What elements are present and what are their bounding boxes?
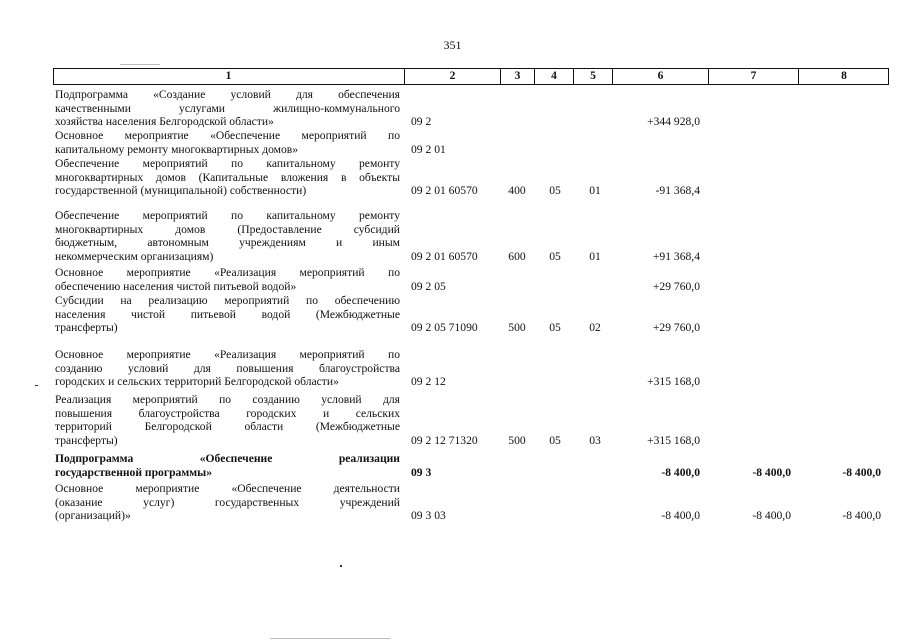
row-code: 09 2 xyxy=(411,115,432,129)
row-code: 09 2 12 71320 xyxy=(411,433,478,447)
header-col-6: 6 xyxy=(612,68,708,85)
row-col-4: 05 xyxy=(549,321,561,335)
row-col-4: 05 xyxy=(549,249,561,263)
row-col-3: 500 xyxy=(508,321,526,335)
description-line: государственной (муниципальной) собственности) xyxy=(55,184,307,198)
description-line: Реализация мероприятий по созданию условий для xyxy=(55,393,400,406)
description-line: трансферты) xyxy=(55,321,118,335)
description-line: (оказание услуг) государственных учреждений xyxy=(55,495,400,509)
description-line: созданию условий для повышения благоустройства xyxy=(55,361,400,375)
row-code: 09 2 05 71090 xyxy=(411,321,478,335)
description-line: многоквартирных домов (Капитальные вложения в объекты xyxy=(55,170,400,184)
header-col-4: 4 xyxy=(534,68,573,85)
description-line: территорий Белгородской области (Межбюджетные xyxy=(55,420,400,434)
description-line: обеспечению населения чистой питьевой водой» xyxy=(55,279,297,293)
description-line: некоммерческим организациям) xyxy=(55,249,214,263)
row-col-6: +315 168,0 xyxy=(647,375,700,389)
description-line: хозяйства населения Белгородской области» xyxy=(55,115,274,129)
scan-mark xyxy=(270,638,390,639)
row-description xyxy=(55,157,400,198)
row-description xyxy=(55,129,400,156)
row-col-5: 01 xyxy=(589,249,601,263)
scan-mark xyxy=(340,565,342,567)
description-line: Подпрограмма «Создание условий для обеспечения xyxy=(55,88,400,101)
row-description xyxy=(55,88,400,129)
row-description xyxy=(55,209,400,263)
row-col-8: -8 400,0 xyxy=(842,465,881,479)
description-line: трансферты) xyxy=(55,433,118,447)
row-code: 09 2 12 xyxy=(411,375,446,389)
row-code: 09 2 01 60570 xyxy=(411,249,478,263)
row-description xyxy=(55,294,400,335)
header-col-5: 5 xyxy=(573,68,612,85)
description-line: (организаций)» xyxy=(55,509,131,523)
description-line: Основное мероприятие «Обеспечение мероприятий по xyxy=(55,129,400,142)
description-line: городских и сельских территорий Белгородской области» xyxy=(55,375,339,389)
description-line: повышения благоустройства городских и сельских xyxy=(55,406,400,420)
description-line: Обеспечение мероприятий по капитальному ремонту xyxy=(55,157,400,170)
row-col-6: -91 368,4 xyxy=(655,184,700,198)
row-col-6: +344 928,0 xyxy=(647,115,700,129)
row-col-6: -8 400,0 xyxy=(661,509,700,523)
description-line: качественными услугами жилищно-коммунального xyxy=(55,101,400,115)
row-col-3: 400 xyxy=(508,184,526,198)
row-code: 09 3 03 xyxy=(411,509,446,523)
description-line: Основное мероприятие «Реализация мероприятий по xyxy=(55,266,400,279)
row-code: 09 3 xyxy=(411,465,432,479)
row-col-6: +29 760,0 xyxy=(652,279,700,293)
row-description xyxy=(55,348,400,389)
header-col-8: 8 xyxy=(798,68,889,85)
header-col-1: 1 xyxy=(225,70,232,82)
description-line: Подпрограмма «Обеспечение реализации xyxy=(55,452,400,465)
description-line: государственной программы» xyxy=(55,465,213,479)
row-code: 09 2 01 xyxy=(411,142,446,156)
description-line: населения чистой питьевой водой (Межбюджетные xyxy=(55,307,400,321)
description-line: Субсидии на реализацию мероприятий по обеспечению xyxy=(55,294,400,307)
row-col-8: -8 400,0 xyxy=(842,509,881,523)
row-description xyxy=(55,393,400,447)
page-number: 351 xyxy=(443,38,462,52)
row-col-5: 03 xyxy=(589,433,601,447)
description-line: Основное мероприятие «Обеспечение деятельности xyxy=(55,482,400,495)
header-col-3: 3 xyxy=(500,68,534,85)
scan-mark xyxy=(35,385,38,386)
row-col-7: -8 400,0 xyxy=(752,509,791,523)
header-col-2: 2 xyxy=(404,68,500,85)
row-code: 09 2 01 60570 xyxy=(411,184,478,198)
description-line: Основное мероприятие «Реализация мероприятий по xyxy=(55,348,400,361)
header-col-7: 7 xyxy=(708,68,798,85)
row-col-4: 05 xyxy=(549,433,561,447)
row-col-6: +29 760,0 xyxy=(652,321,700,335)
description-line: капитальному ремонту многоквартирных домов» xyxy=(55,142,299,156)
description-line: многоквартирных домов (Предоставление субсидий xyxy=(55,222,400,236)
row-description xyxy=(55,452,400,479)
row-description xyxy=(55,266,400,293)
row-col-6: -8 400,0 xyxy=(661,465,700,479)
description-line: бюджетным, автономным учреждениям и иным xyxy=(55,236,400,250)
row-col-4: 05 xyxy=(549,184,561,198)
row-col-5: 01 xyxy=(589,184,601,198)
row-code: 09 2 05 xyxy=(411,279,446,293)
row-col-3: 600 xyxy=(508,249,526,263)
row-col-7: -8 400,0 xyxy=(752,465,791,479)
row-col-6: +315 168,0 xyxy=(647,433,700,447)
row-description xyxy=(55,482,400,523)
row-col-6: +91 368,4 xyxy=(652,249,700,263)
scan-mark xyxy=(120,64,160,65)
description-line: Обеспечение мероприятий по капитальному ремонту xyxy=(55,209,400,222)
row-col-5: 02 xyxy=(589,321,601,335)
row-col-3: 500 xyxy=(508,433,526,447)
